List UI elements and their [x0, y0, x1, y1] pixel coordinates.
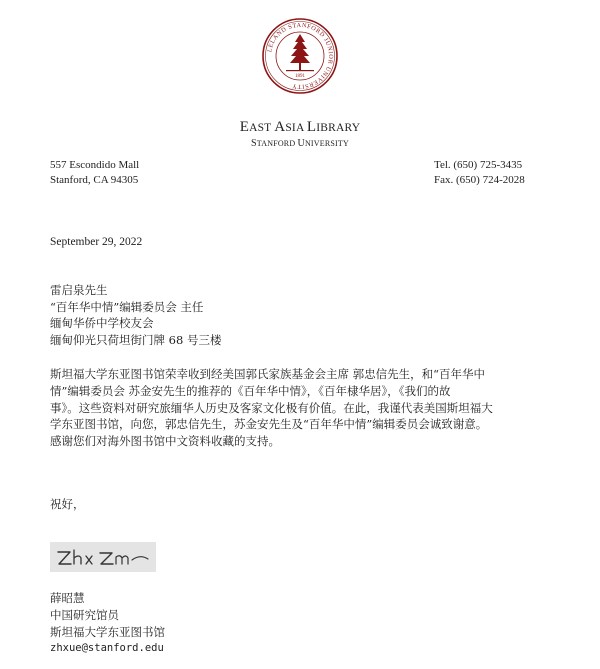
library-name	[0, 119, 600, 136]
seal-text: LELAND STANFORD JUNIOR UNIVERSITY	[266, 21, 335, 91]
telephone: Tel. (650) 725-3435	[434, 159, 523, 171]
university-name-initial-s: S	[251, 138, 257, 149]
library-name-initial-e: E	[239, 119, 250, 135]
library-name-initial-a: A	[274, 119, 286, 135]
closing: 祝好，	[50, 497, 85, 511]
letter-body	[50, 366, 562, 450]
body-line: 斯坦福大学东亚图书馆荣幸收到经美国郭氏家族基金会主席 郭忠信先生，和“百年华中	[50, 367, 486, 381]
signer-block	[50, 590, 165, 657]
recipient-name: 雷启泉先生	[50, 283, 108, 297]
body-line: 事》。这些资料对研究旅缅华人历史及客家文化极有价值。在此，我谨代表美国斯坦福大	[50, 400, 493, 415]
recipient-address: 缅甸仰光只荷坦街门牌 68 号三楼	[50, 332, 222, 347]
handwritten-signature	[50, 542, 156, 572]
library-name-part-east: AST	[249, 122, 275, 134]
university-name-initial-u: U	[297, 138, 305, 149]
university-name-part-university: NIVERSITY	[304, 139, 349, 148]
fax: Fax. (650) 724-2028	[434, 174, 525, 186]
recipient-block	[50, 282, 221, 348]
letter-date: September 29, 2022	[50, 236, 143, 248]
university-name-part-stanford: TANFORD	[256, 139, 298, 148]
signer-org: 斯坦福大学东亚图书馆	[50, 624, 165, 639]
library-name-part-asia: SIA	[285, 122, 307, 134]
recipient-org: 缅甸华侨中学校友会	[50, 316, 154, 330]
university-name	[0, 138, 600, 149]
body-line: 学东亚图书馆，向您，郭忠信先生，苏金安先生及“百年华中情”编辑委员会诚致谢意。	[50, 417, 488, 432]
seal-year: 1891	[295, 74, 305, 79]
body-line: 情”编辑委员会 苏金安先生的推荐的《百年华中情》，《百年棣华居》，《我们的故	[50, 383, 451, 398]
recipient-title: “百年华中情”编辑委员会 主任	[50, 299, 204, 314]
signer-name: 薛昭慧	[50, 591, 85, 605]
library-name-initial-l: L	[306, 119, 317, 135]
address-line-2: Stanford, CA 94305	[50, 174, 139, 186]
library-name-part-library: IBRARY	[316, 122, 361, 134]
mailing-address	[50, 158, 139, 188]
contact-numbers	[434, 158, 525, 188]
signer-title: 中国研究馆员	[50, 607, 119, 622]
body-line: 感谢您们对海外图书馆中文资料收藏的支持。	[50, 434, 280, 449]
address-line-1: 557 Escondido Mall	[50, 159, 140, 171]
signer-email: zhxue@stanford.edu	[50, 642, 164, 655]
stanford-seal-logo	[262, 18, 338, 94]
